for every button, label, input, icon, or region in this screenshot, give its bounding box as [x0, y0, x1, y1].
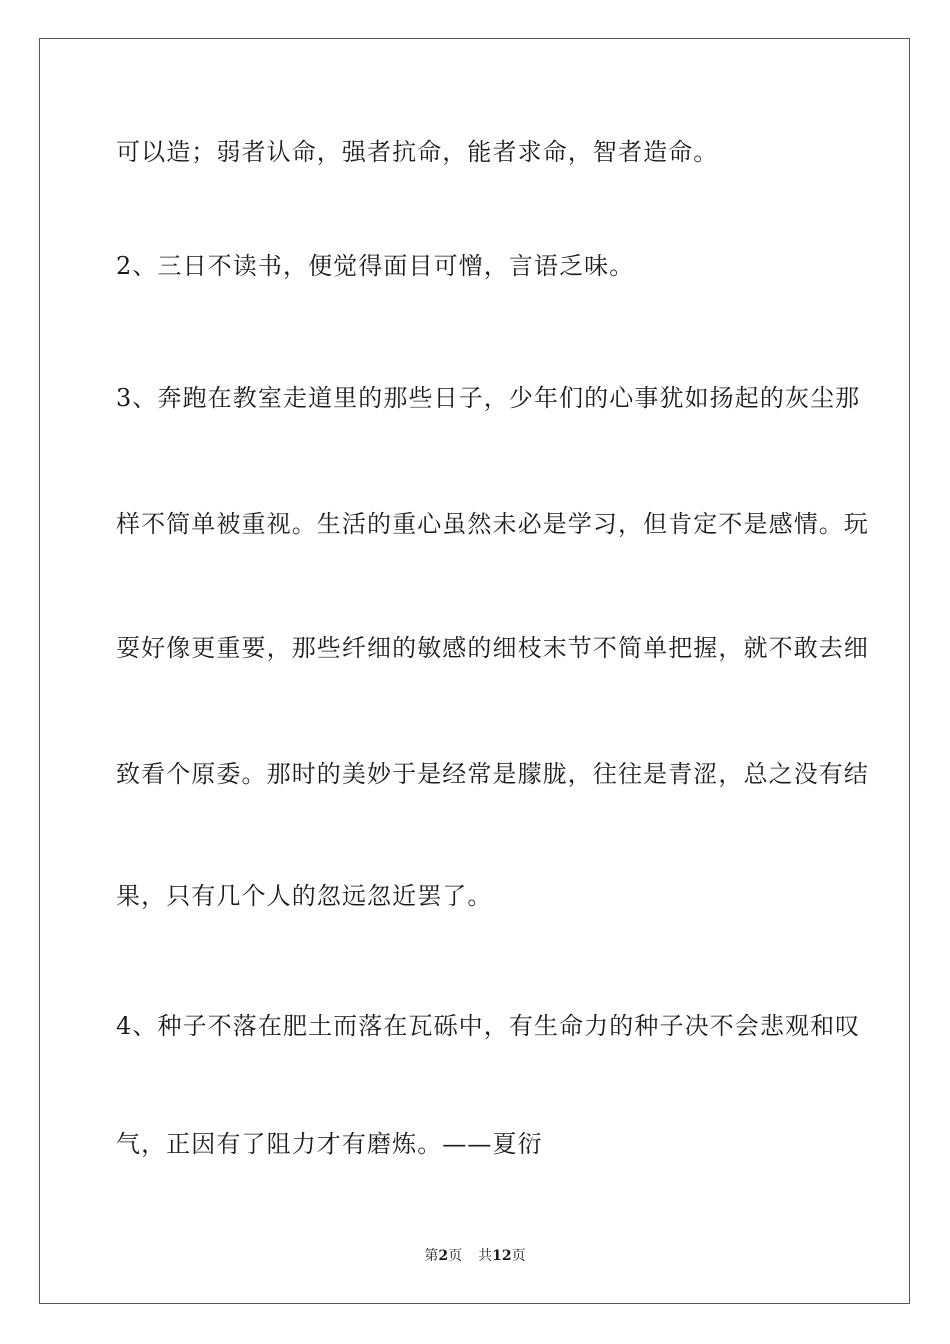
text-line-7: 果，只有几个人的忽远忽近罢了。	[116, 882, 493, 910]
page-footer	[0, 1247, 950, 1265]
total-pages-number: 12	[492, 1248, 512, 1264]
page-current-number: 2	[438, 1248, 449, 1264]
page-border	[39, 38, 910, 1304]
text-line-8: 4、种子不落在肥土而落在瓦砾中，有生命力的种子决不会悲观和叹	[116, 1012, 861, 1040]
text-line-2: 2、三日不读书，便觉得面目可憎，言语乏味。	[116, 252, 635, 280]
page-prefix: 第	[424, 1248, 439, 1264]
text-line-3: 3、奔跑在教室走道里的那些日子，少年们的心事犹如扬起的灰尘那	[116, 384, 861, 412]
page-suffix: 页	[448, 1248, 463, 1264]
text-line-1: 可以造；弱者认命，强者抗命，能者求命，智者造命。	[116, 138, 719, 166]
text-line-6: 致看个原委。那时的美妙于是经常是朦胧，往往是青涩，总之没有结	[116, 760, 869, 788]
text-line-9: 气，正因有了阻力才有磨炼。——夏衍	[116, 1130, 543, 1158]
text-line-5: 耍好像更重要，那些纤细的敏感的细枝末节不简单把握，就不敢去细	[116, 634, 869, 662]
total-suffix: 页	[511, 1248, 526, 1264]
text-line-4: 样不简单被重视。生活的重心虽然未必是学习，但肯定不是感情。玩	[116, 510, 869, 538]
total-prefix: 共	[478, 1248, 493, 1264]
